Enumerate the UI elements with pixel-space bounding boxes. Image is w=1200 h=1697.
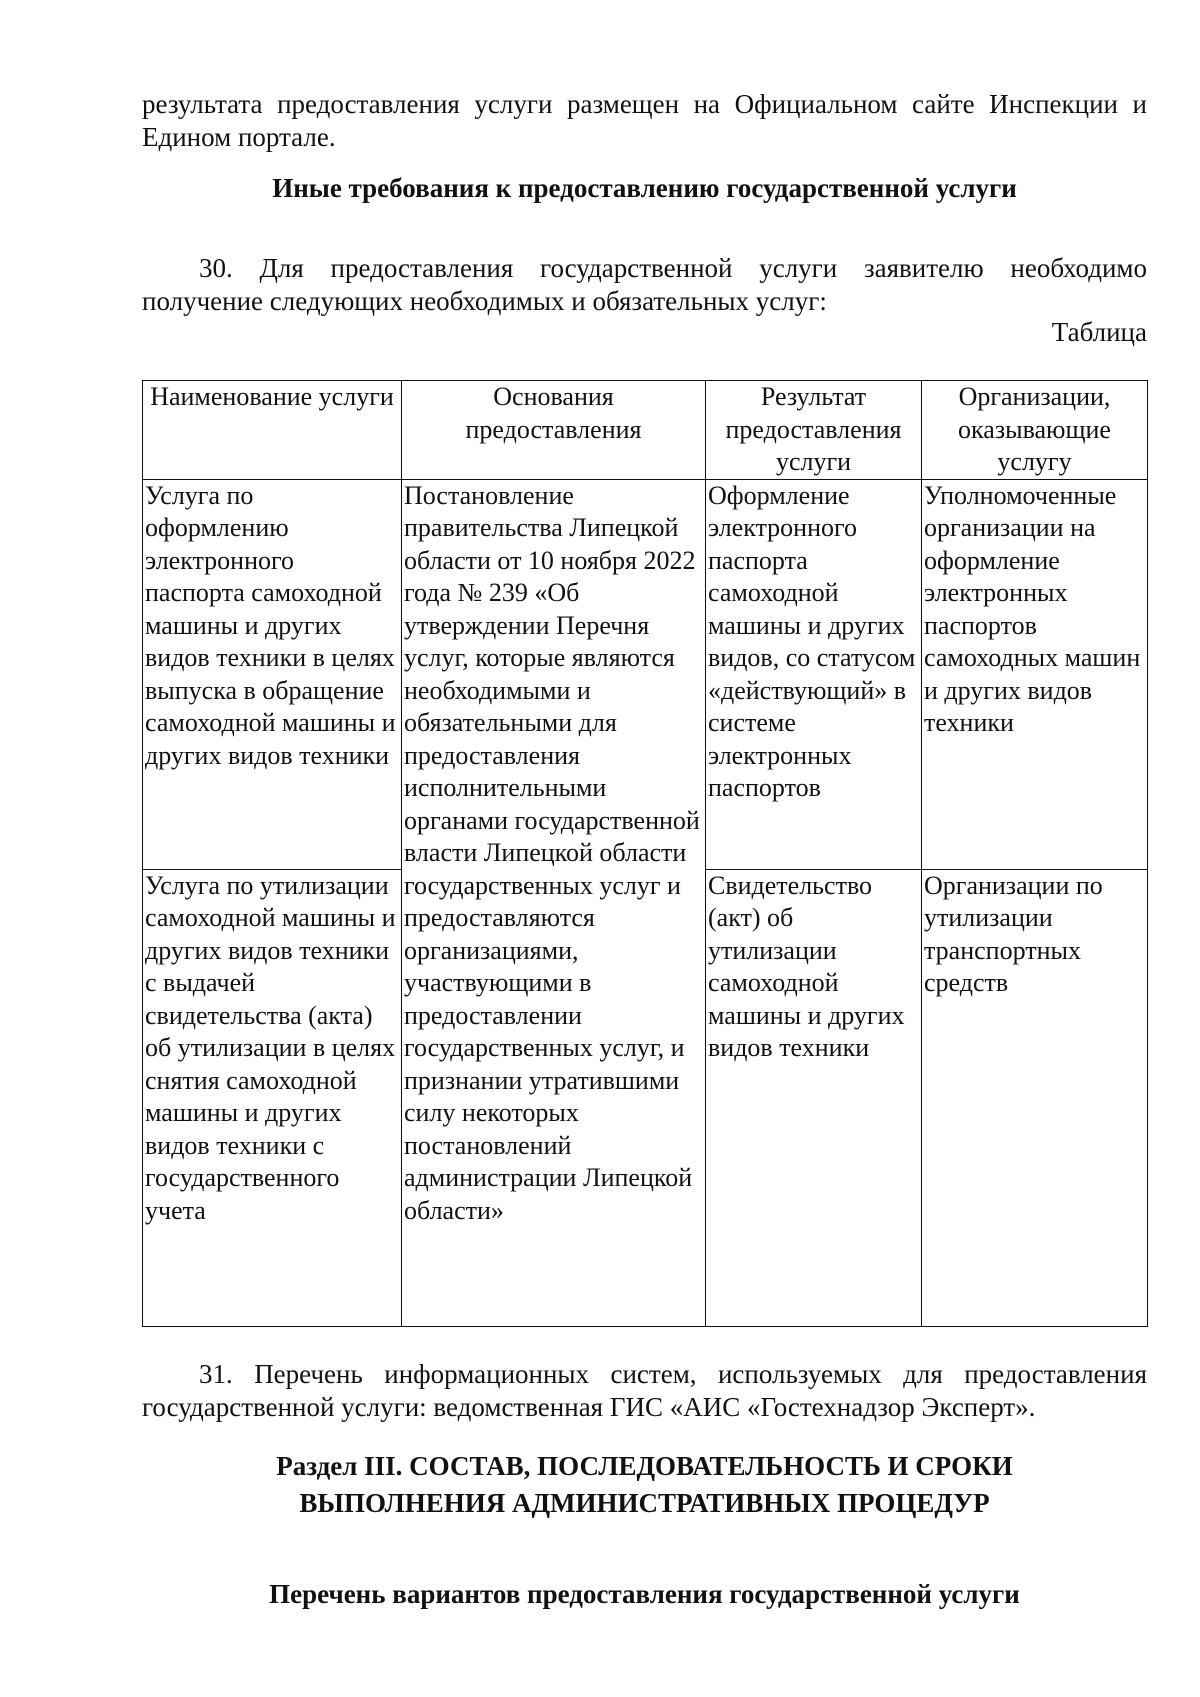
cell-result: Оформление электронного паспорта самоходной машины и других видов, со статусом «действующий» в системе электронных паспортов — [706, 479, 922, 869]
header-organizations: Организации, оказывающие услугу — [922, 381, 1148, 480]
header-result: Результат предоставления услуги — [706, 381, 922, 480]
cell-organizations: Организации по утилизации транспортных средств — [922, 869, 1148, 1326]
section-heading-line1: Раздел III. СОСТАВ, ПОСЛЕДОВАТЕЛЬНОСТЬ И СРОКИ — [276, 1451, 1013, 1481]
table-header-row — [143, 381, 1148, 480]
paragraph-31: 31. Перечень информационных систем, используемых для предоставления государственной услуги: ведомственная ГИС «АИС «Гостехнадзор Эксперт». — [142, 1359, 1147, 1422]
services-table — [142, 380, 1148, 1327]
cell-basis: Постановление правительства Липецкой области от 10 ноября 2022 года № 239 «Об утверждении Перечня услуг, которые являются необходимыми и обязательными для предоставления исполнительными органами государственной власти Липецкой области государственных услуг и предоставляются организациями, участвующими в предоставлении государственных услуг, и признании утратившими силу некоторых постановлений администрации Липецкой области» — [402, 479, 706, 1326]
cell-result: Свидетельство (акт) об утилизации самоходной машины и других видов техники — [706, 869, 922, 1326]
section-heading-line2: ВЫПОЛНЕНИЯ АДМИНИСТРАТИВНЫХ ПРОЦЕДУР — [299, 1488, 990, 1518]
intro-paragraph: результата предоставления услуги размещен на Официальном сайте Инспекции и Едином портале. — [142, 89, 1147, 152]
heading-other-requirements: Иные требования к предоставлению государственной услуги — [272, 173, 1017, 203]
header-service-name: Наименование услуги — [143, 381, 402, 480]
cell-service-name: Услуга по оформлению электронного паспорта самоходной машины и других видов техники в целях выпуска в обращение самоходной машины и других видов техники — [143, 479, 402, 869]
table-label: Таблица — [1051, 317, 1147, 347]
table-row — [143, 479, 1148, 869]
cell-service-name: Услуга по утилизации самоходной машины и других видов техники с выдачей свидетельства (акта) об утилизации в целях снятия самоходной машины и других видов техники с государственного учета — [143, 869, 402, 1326]
paragraph-30: 30. Для предоставления государственной услуги заявителю необходимо получение следующих необходимых и обязательных услуг: — [142, 253, 1147, 316]
header-basis: Основания предоставления — [402, 381, 706, 480]
cell-organizations: Уполномоченные организации на оформление электронных паспортов самоходных машин и других видов техники — [922, 479, 1148, 869]
heading-variants: Перечень вариантов предоставления государственной услуги — [269, 1579, 1020, 1609]
